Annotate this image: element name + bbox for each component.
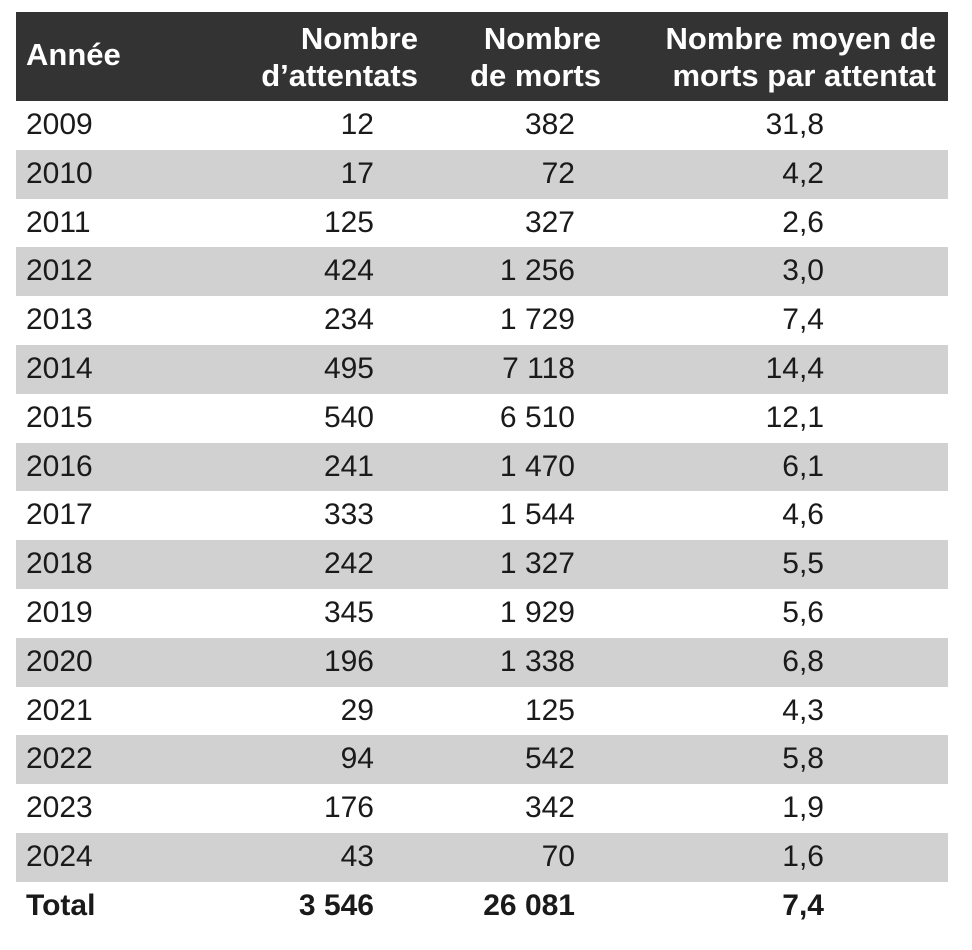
cell-moyen: 6,1 [782,449,824,483]
terror-attacks-table [16,12,948,931]
total-attentats: 3 546 [298,888,374,922]
cell-morts: 125 [524,693,575,727]
table-header [16,12,948,101]
total-morts: 26 081 [483,888,575,922]
cell-moyen: 14,4 [765,351,824,385]
cell-annee: 2009 [26,108,93,141]
cell-moyen: 5,8 [782,742,824,776]
cell-annee: 2010 [26,156,93,190]
cell-moyen: 3,0 [782,254,824,288]
cell-annee: 2014 [26,351,93,385]
cell-attentats: 242 [323,547,374,581]
header-nombre-moyen-line1: Nombre moyen de [665,21,936,56]
cell-attentats: 125 [323,205,374,239]
cell-moyen: 4,2 [782,156,824,190]
cell-attentats: 345 [323,595,374,629]
cell-morts: 542 [524,742,575,776]
table-row [16,735,948,784]
cell-attentats: 333 [323,498,374,532]
cell-attentats: 176 [323,791,374,825]
cell-morts: 1 929 [499,595,575,629]
cell-morts: 1 729 [499,303,575,337]
table-row [16,199,948,248]
cell-moyen: 2,6 [782,205,824,239]
header-nombre-morts-line1: Nombre [483,21,601,56]
cell-attentats: 17 [340,156,374,190]
cell-morts: 7 118 [502,351,575,385]
header-nombre-morts [470,20,601,94]
cell-annee: 2024 [26,839,93,873]
table-row [16,296,948,345]
cell-morts: 342 [524,791,575,825]
cell-annee: 2012 [26,254,93,288]
cell-annee: 2013 [26,303,93,337]
table-row [16,833,948,882]
table-row [16,687,948,736]
cell-annee: 2018 [26,547,93,581]
cell-moyen: 5,6 [782,595,824,629]
cell-attentats: 12 [340,108,374,141]
table-body [16,101,948,931]
cell-moyen: 1,9 [782,791,824,825]
cell-morts: 1 256 [499,254,575,288]
header-annee: Année [26,37,121,72]
cell-annee: 2021 [26,693,93,727]
cell-moyen: 31,8 [765,108,824,141]
table-row [16,638,948,687]
total-label: Total [26,888,96,922]
table-row [16,540,948,589]
cell-morts: 1 544 [499,498,575,532]
header-nombre-moyen [666,20,936,94]
cell-attentats: 43 [340,839,374,873]
table-row [16,589,948,638]
cell-moyen: 7,4 [782,303,824,337]
cell-morts: 1 327 [499,547,575,581]
table-row [16,784,948,833]
table-row [16,247,948,296]
header-nombre-attentats-line2: d’attentats [261,58,418,93]
cell-annee: 2017 [26,498,93,532]
cell-morts: 6 510 [499,400,575,434]
cell-annee: 2019 [26,595,93,629]
table-row [16,443,948,492]
header-nombre-morts-line2: de morts [470,58,601,93]
cell-annee: 2011 [26,205,91,239]
header-nombre-attentats-line1: Nombre [300,21,418,56]
cell-moyen: 4,6 [782,498,824,532]
cell-morts: 70 [541,839,575,873]
cell-attentats: 241 [323,449,374,483]
cell-attentats: 29 [340,693,374,727]
cell-annee: 2020 [26,644,93,678]
table-row [16,491,948,540]
cell-annee: 2023 [26,791,93,825]
table-row [16,394,948,443]
cell-moyen: 6,8 [782,644,824,678]
table-row [16,345,948,394]
cell-annee: 2022 [26,742,93,776]
cell-morts: 72 [541,156,575,190]
cell-morts: 1 338 [499,644,575,678]
cell-attentats: 495 [323,351,374,385]
cell-attentats: 540 [323,400,374,434]
cell-attentats: 94 [340,742,374,776]
cell-moyen: 1,6 [782,839,824,873]
header-nombre-moyen-line2: morts par attentat [672,58,936,93]
cell-morts: 327 [524,205,575,239]
header-nombre-attentats [261,20,418,94]
table-total-row [16,882,948,931]
table-row [16,150,948,199]
cell-moyen: 4,3 [782,693,824,727]
total-moyen: 7,4 [782,888,824,922]
cell-attentats: 234 [323,303,374,337]
cell-attentats: 196 [323,644,374,678]
cell-annee: 2016 [26,449,93,483]
cell-attentats: 424 [323,254,374,288]
cell-moyen: 12,1 [765,400,824,434]
cell-annee: 2015 [26,400,93,434]
table-row [16,101,948,150]
cell-morts: 1 470 [499,449,575,483]
cell-moyen: 5,5 [782,547,824,581]
cell-morts: 382 [524,108,575,141]
